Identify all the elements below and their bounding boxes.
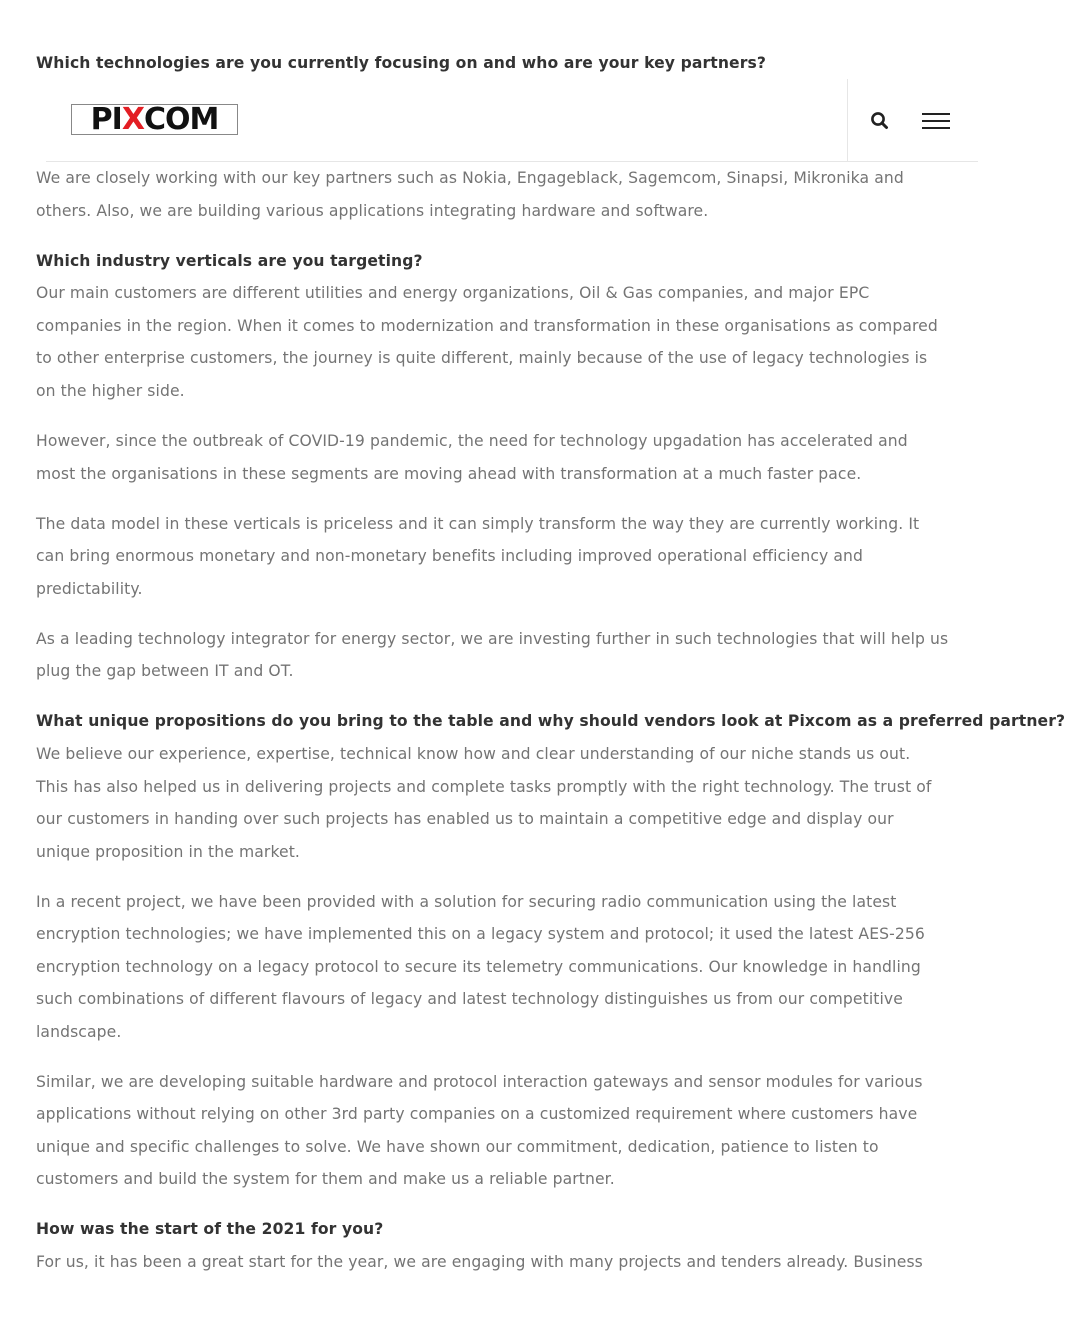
paragraph-line: Our main customers are different utilities and energy organizations, Oil & Gas companies, and major EPC <box>36 284 870 302</box>
paragraph-line: to other enterprise customers, the journey is quite different, mainly because of the use of legacy technologies is <box>36 349 928 367</box>
question-verticals: Which industry verticals are you targeting? <box>36 252 423 270</box>
paragraph-line: plug the gap between IT and OT. <box>36 662 294 680</box>
site-header <box>46 79 978 162</box>
paragraph-line: The data model in these verticals is priceless and it can simply transform the way they are currently working. It <box>36 515 920 533</box>
logo-text-x: X <box>121 101 144 137</box>
paragraph-line: For us, it has been a great start for the year, we are engaging with many projects and tenders already. Business <box>36 1253 923 1271</box>
article-body <box>36 0 1065 1325</box>
paragraph-line: As a leading technology integrator for energy sector, we are investing further in such technologies that will help us <box>36 630 949 648</box>
menu-bar-bottom <box>922 127 950 129</box>
paragraph-line: Similar, we are developing suitable hardware and protocol interaction gateways and sensor modules for various <box>36 1073 923 1091</box>
paragraph-line: landscape. <box>36 1023 122 1041</box>
logo-text-prefix: PI <box>90 101 122 137</box>
hamburger-menu-icon <box>922 113 950 115</box>
logo-text-suffix: COM <box>143 101 219 137</box>
paragraph-line: unique and specific challenges to solve. We have shown our commitment, dedication, patience to listen to <box>36 1138 879 1156</box>
paragraph-line: In a recent project, we have been provided with a solution for securing radio communication using the latest <box>36 893 897 911</box>
paragraph-line: encryption technologies; we have implemented this on a legacy system and protocol; it used the latest AES-256 <box>36 925 925 943</box>
paragraph-line: our customers in handing over such projects has enabled us to maintain a competitive edge and display our <box>36 810 894 828</box>
paragraph-line: This has also helped us in delivering projects and complete tasks promptly with the right technology. The trust of <box>36 778 932 796</box>
menu-bar-middle <box>922 120 950 122</box>
paragraph-line: encryption technology on a legacy protocol to secure its telemetry communications. Our knowledge in handling <box>36 958 921 976</box>
paragraph-line: others. Also, we are building various applications integrating hardware and software. <box>36 202 709 220</box>
header-divider <box>847 79 848 161</box>
paragraph-line: applications without relying on other 3rd party companies on a customized requirement where customers have <box>36 1105 918 1123</box>
paragraph-line: on the higher side. <box>36 382 185 400</box>
paragraph-line: such combinations of different flavours of legacy and latest technology distinguishes us from our competitive <box>36 990 903 1008</box>
menu-button[interactable] <box>920 111 952 131</box>
search-button[interactable] <box>868 109 892 133</box>
paragraph-line: customers and build the system for them and make us a reliable partner. <box>36 1170 615 1188</box>
pixcom-logo[interactable] <box>71 101 238 137</box>
paragraph-line: most the organisations in these segments are moving ahead with transformation at a much faster pace. <box>36 465 862 483</box>
question-propositions: What unique propositions do you bring to the table and why should vendors look at Pixcom as a preferred partner? <box>36 712 1065 730</box>
paragraph-line: We are closely working with our key partners such as Nokia, Engageblack, Sagemcom, Sinapsi, Mikronika and <box>36 169 904 187</box>
question-2021-start: How was the start of the 2021 for you? <box>36 1220 384 1238</box>
paragraph-line: can bring enormous monetary and non-monetary benefits including improved operational efficiency and <box>36 547 864 565</box>
paragraph-line: predictability. <box>36 580 143 598</box>
paragraph-line: companies in the region. When it comes to modernization and transformation in these organisations as compared <box>36 317 938 335</box>
paragraph-line: unique proposition in the market. <box>36 843 300 861</box>
paragraph-line: However, since the outbreak of COVID-19 pandemic, the need for technology upgadation has accelerated and <box>36 432 908 450</box>
question-technologies: Which technologies are you currently focusing on and who are your key partners? <box>36 54 767 72</box>
paragraph-line: We believe our experience, expertise, technical know how and clear understanding of our niche stands us out. <box>36 745 911 763</box>
search-icon <box>868 109 892 133</box>
